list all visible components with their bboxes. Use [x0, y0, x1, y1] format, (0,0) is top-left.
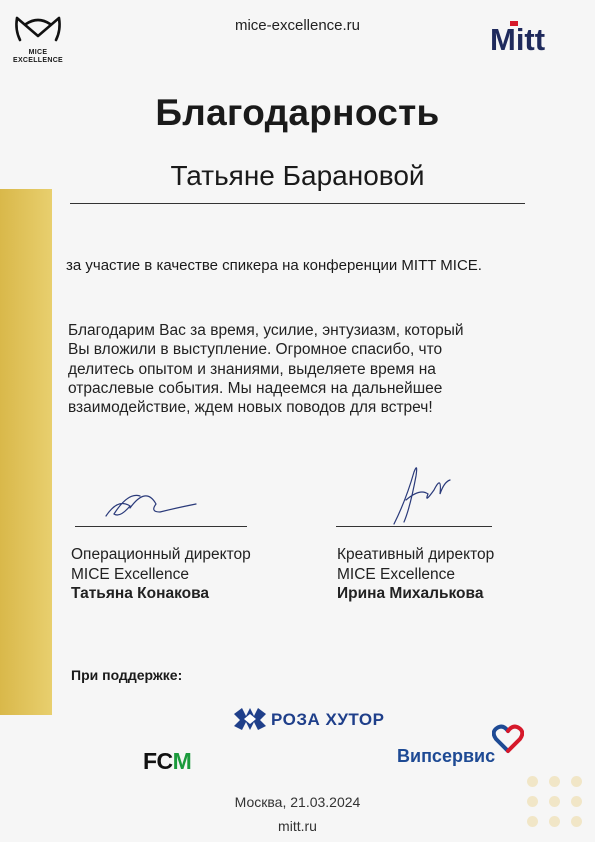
vipservis-heart-icon	[492, 724, 524, 754]
body-line: делитесь опытом и знаниями, выделяете время на	[68, 360, 436, 378]
support-label: При поддержке:	[71, 667, 183, 683]
decor-dot	[571, 776, 582, 787]
certificate-body	[68, 321, 548, 417]
recipient-name: Татьяне Барановой	[170, 160, 425, 191]
signer-2-name: Ирина Михалькова	[337, 585, 484, 602]
site-url-top[interactable]: mice-excellence.ru	[234, 17, 361, 34]
signature-konakova	[100, 478, 200, 524]
decor-dot	[549, 816, 560, 827]
mitt-logo-text: Mitt	[490, 22, 546, 54]
decor-dot	[571, 796, 582, 807]
site-url-bottom[interactable]: mitt.ru	[278, 818, 317, 834]
vipservis-logo	[397, 746, 495, 767]
fcm-logo-prefix: FC	[143, 748, 173, 774]
certificate-title: Благодарность	[155, 92, 440, 133]
signature-line-1	[75, 526, 247, 527]
signer-1-role: Операционный директор	[71, 546, 251, 563]
signer-2-block	[337, 545, 494, 604]
signer-1-block	[71, 545, 251, 604]
fcm-logo	[143, 748, 191, 775]
fcm-logo-suffix: M	[172, 748, 192, 774]
signature-mikhalkova	[384, 460, 454, 530]
signer-2-org: MICE Excellence	[337, 565, 456, 583]
certificate-reason: за участие в качестве спикера на конференции MITT MICE.	[66, 257, 482, 274]
body-line: Вы вложили в выступление. Огромное спасибо, что	[68, 341, 443, 359]
mice-logo-line2: EXCELLENCE	[12, 57, 64, 64]
mitt-logo	[490, 20, 585, 54]
signer-1-name: Татьяна Конакова	[71, 585, 210, 602]
body-line: взаимодействие, ждем новых поводов для встреч!	[68, 399, 433, 417]
roza-khutor-emblem-icon	[232, 706, 268, 732]
recipient-underline	[70, 203, 525, 204]
decorative-dots	[527, 776, 587, 832]
vipservis-text: Випсервис	[397, 746, 496, 766]
signer-2-role: Креативный директор	[337, 546, 495, 563]
body-line: отраслевые события. Мы надеемся на дальнейшее	[68, 379, 443, 397]
decor-dot	[549, 776, 560, 787]
decor-dot	[527, 816, 538, 827]
signature-line-2	[336, 526, 492, 527]
decor-dot	[571, 816, 582, 827]
decor-dot	[527, 776, 538, 787]
signer-1-org: MICE Excellence	[71, 565, 190, 583]
mice-logo-line1: MICE	[28, 49, 48, 56]
place-and-date: Москва, 21.03.2024	[234, 794, 361, 810]
roza-khutor-text: РОЗА ХУТОР	[271, 710, 385, 729]
body-line: Благодарим Вас за время, усилие, энтузиазм, который	[68, 322, 464, 339]
gold-accent-bar	[0, 189, 52, 715]
decor-dot	[527, 796, 538, 807]
decor-dot	[549, 796, 560, 807]
